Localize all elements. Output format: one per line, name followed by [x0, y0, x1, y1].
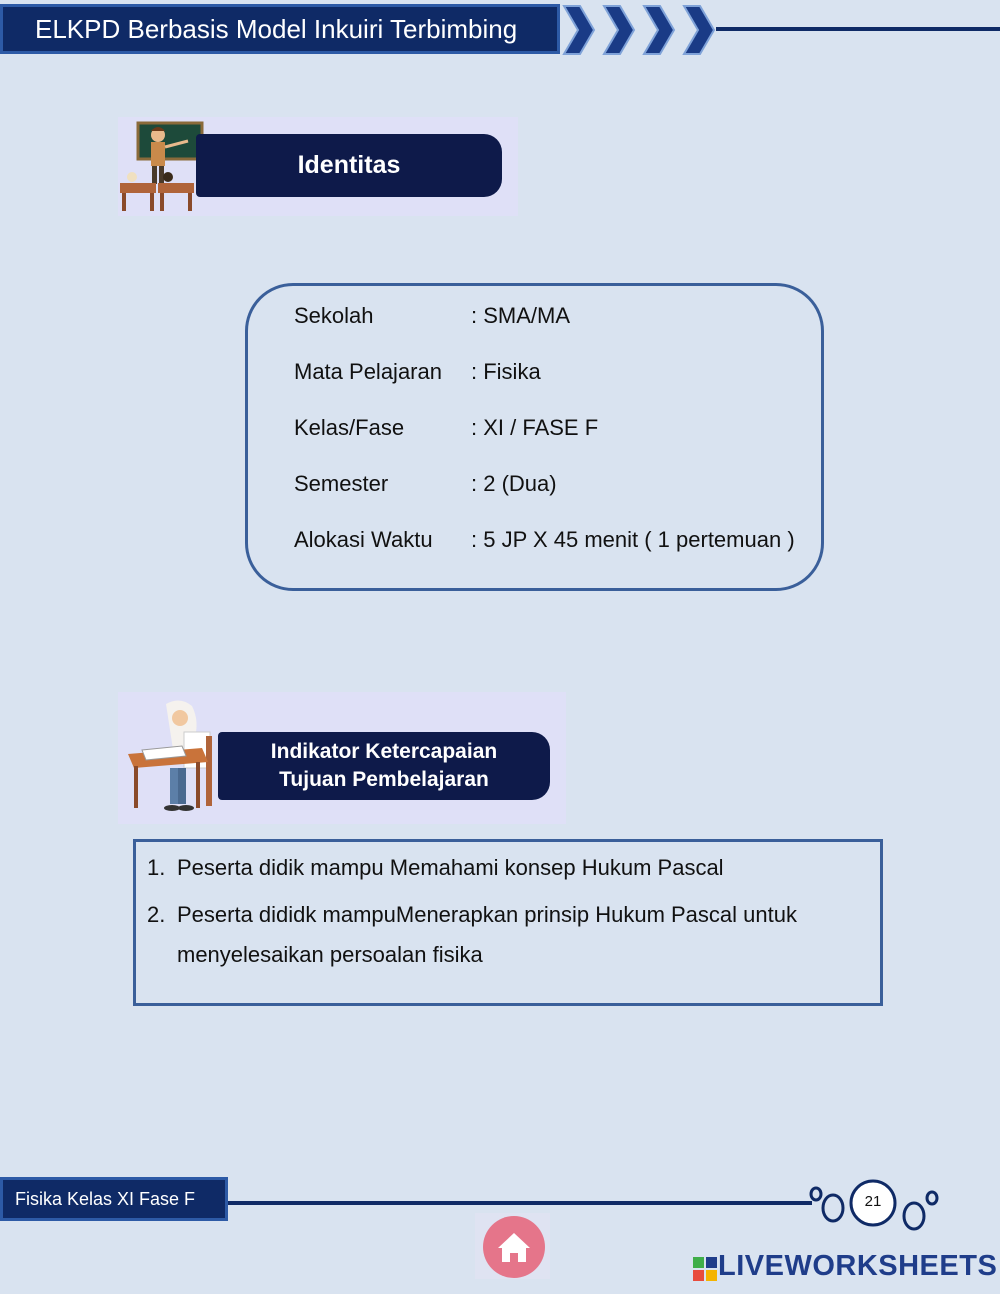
indikator-heading-line1: Indikator Ketercapaian: [270, 740, 498, 763]
id-value-kelas: : XI / FASE F: [471, 415, 599, 440]
footer-rule: [228, 1201, 812, 1205]
student-writing-illustration-icon: [122, 696, 222, 822]
id-value-semester: : 2 (Dua): [471, 471, 557, 496]
indikator-item-1-num: 1.: [147, 855, 166, 880]
indikator-heading-line2: Tujuan Pembelajaran: [279, 768, 489, 791]
indikator-heading: [218, 732, 550, 800]
indikator-item-2-num: 2.: [147, 902, 166, 927]
header-rule: [716, 27, 1000, 31]
id-value-sekolah: : SMA/MA: [471, 303, 571, 328]
id-value-alokasi: : 5 JP X 45 menit ( 1 pertemuan ): [471, 527, 795, 552]
footer-label: Fisika Kelas XI Fase F: [0, 1177, 228, 1221]
liveworksheets-logo-icon: [693, 1257, 717, 1281]
indikator-item-2-text-line1: Peserta dididk mampuMenerapkan prinsip Hukum Pascal untuk: [177, 902, 797, 927]
identitas-banner: [118, 117, 518, 216]
indikator-item-2-text-line2: menyelesaikan persoalan fisika: [177, 942, 483, 967]
id-label-alokasi: Alokasi Waktu: [294, 527, 433, 552]
id-label-semester: Semester: [294, 471, 389, 496]
id-label-mapel: Mata Pelajaran: [294, 359, 442, 384]
id-label-sekolah: Sekolah: [294, 303, 374, 328]
id-value-mapel: : Fisika: [471, 359, 541, 384]
id-label-kelas: Kelas/Fase: [294, 415, 405, 440]
identitas-heading: Identitas: [196, 134, 502, 197]
header-chevrons: [560, 2, 720, 58]
header-title: ELKPD Berbasis Model Inkuiri Terbimbing: [0, 4, 560, 54]
page-number: 21: [864, 1193, 882, 1210]
indikator-banner: [118, 692, 566, 824]
liveworksheets-brand: LIVEWORKSHEETS: [718, 1250, 998, 1282]
home-button[interactable]: [475, 1213, 550, 1279]
home-icon: [482, 1215, 546, 1279]
indikator-item-1-text: Peserta didik mampu Memahami konsep Hukum Pascal: [177, 855, 724, 880]
